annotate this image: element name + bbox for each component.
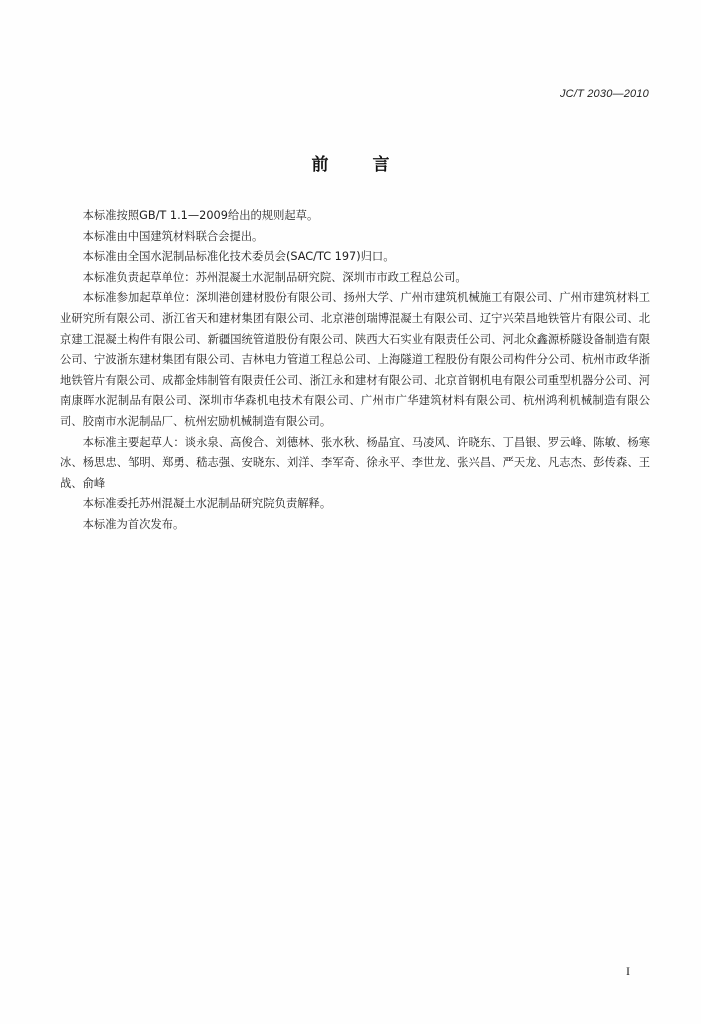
section-title: 前言 (311, 155, 434, 175)
paragraph-proposer: 本标准由中国建筑材料联合会提出。 (82, 229, 264, 243)
document-number: JC/T 2030—2010 (559, 88, 649, 100)
paragraph-participating-drafters: 本标准参加起草单位：深圳港创建材股份有限公司、扬州大学、广州市建筑机械施工有限公司、广州市建筑材料工业研究所有限公司、浙江省天和建材集团有限公司、北京港创瑞博混凝土有限公司、辽宁兴荣昌地铁管片有限公司、北京建工混凝土构件有限公司、新疆国统管道股份有限公司、陕西大石实业有限责任公司、河北众鑫源桥隧设备制造有限公司、宁波浙东建材集团有限公司、吉林电力管道工程总公司、上海隧道工程股份有限公司构件分公司、杭州市政华浙地铁管片有限公司、成都金炜制管有限责任公司、浙江永和建材有限公司、北京首钢机电有限公司重型机器分公司、河南康晖水泥制品有限公司、深圳市华森机电技术有限公司、广州市广华建筑材料有限公司、杭州鸿利机械制造有限公司、胶南市水泥制品厂、杭州宏励机械制造有限公司。 (60, 291, 650, 428)
page-number: I (626, 964, 630, 978)
paragraph-interpretation: 本标准委托苏州混凝土水泥制品研究院负责解释。 (82, 497, 332, 511)
paragraph-responsible-drafters: 本标准负责起草单位：苏州混凝土水泥制品研究院、深圳市市政工程总公司。 (82, 270, 467, 284)
paragraph-drafting-rules: 本标准按照GB/T 1.1—2009给出的规则起草。 (82, 209, 319, 222)
paragraph-main-drafters: 本标准主要起草人：谈永泉、高俊合、刘德林、张水秋、杨晶宜、马凌风、许晓东、丁昌银、罗云峰、陈敏、杨寒冰、杨思忠、邹明、郑勇、嵇志强、安晓东、刘洋、李军奇、徐永平、李世龙、张兴昌、严天龙、凡志杰、彭传森、王战、俞峰 (60, 435, 650, 490)
paragraph-technical-committee: 本标准由全国水泥制品标准化技术委员会(SAC/TC 197)归口。 (82, 250, 395, 264)
paragraph-first-release: 本标准为首次发布。 (82, 517, 185, 531)
preface-body (60, 206, 650, 536)
